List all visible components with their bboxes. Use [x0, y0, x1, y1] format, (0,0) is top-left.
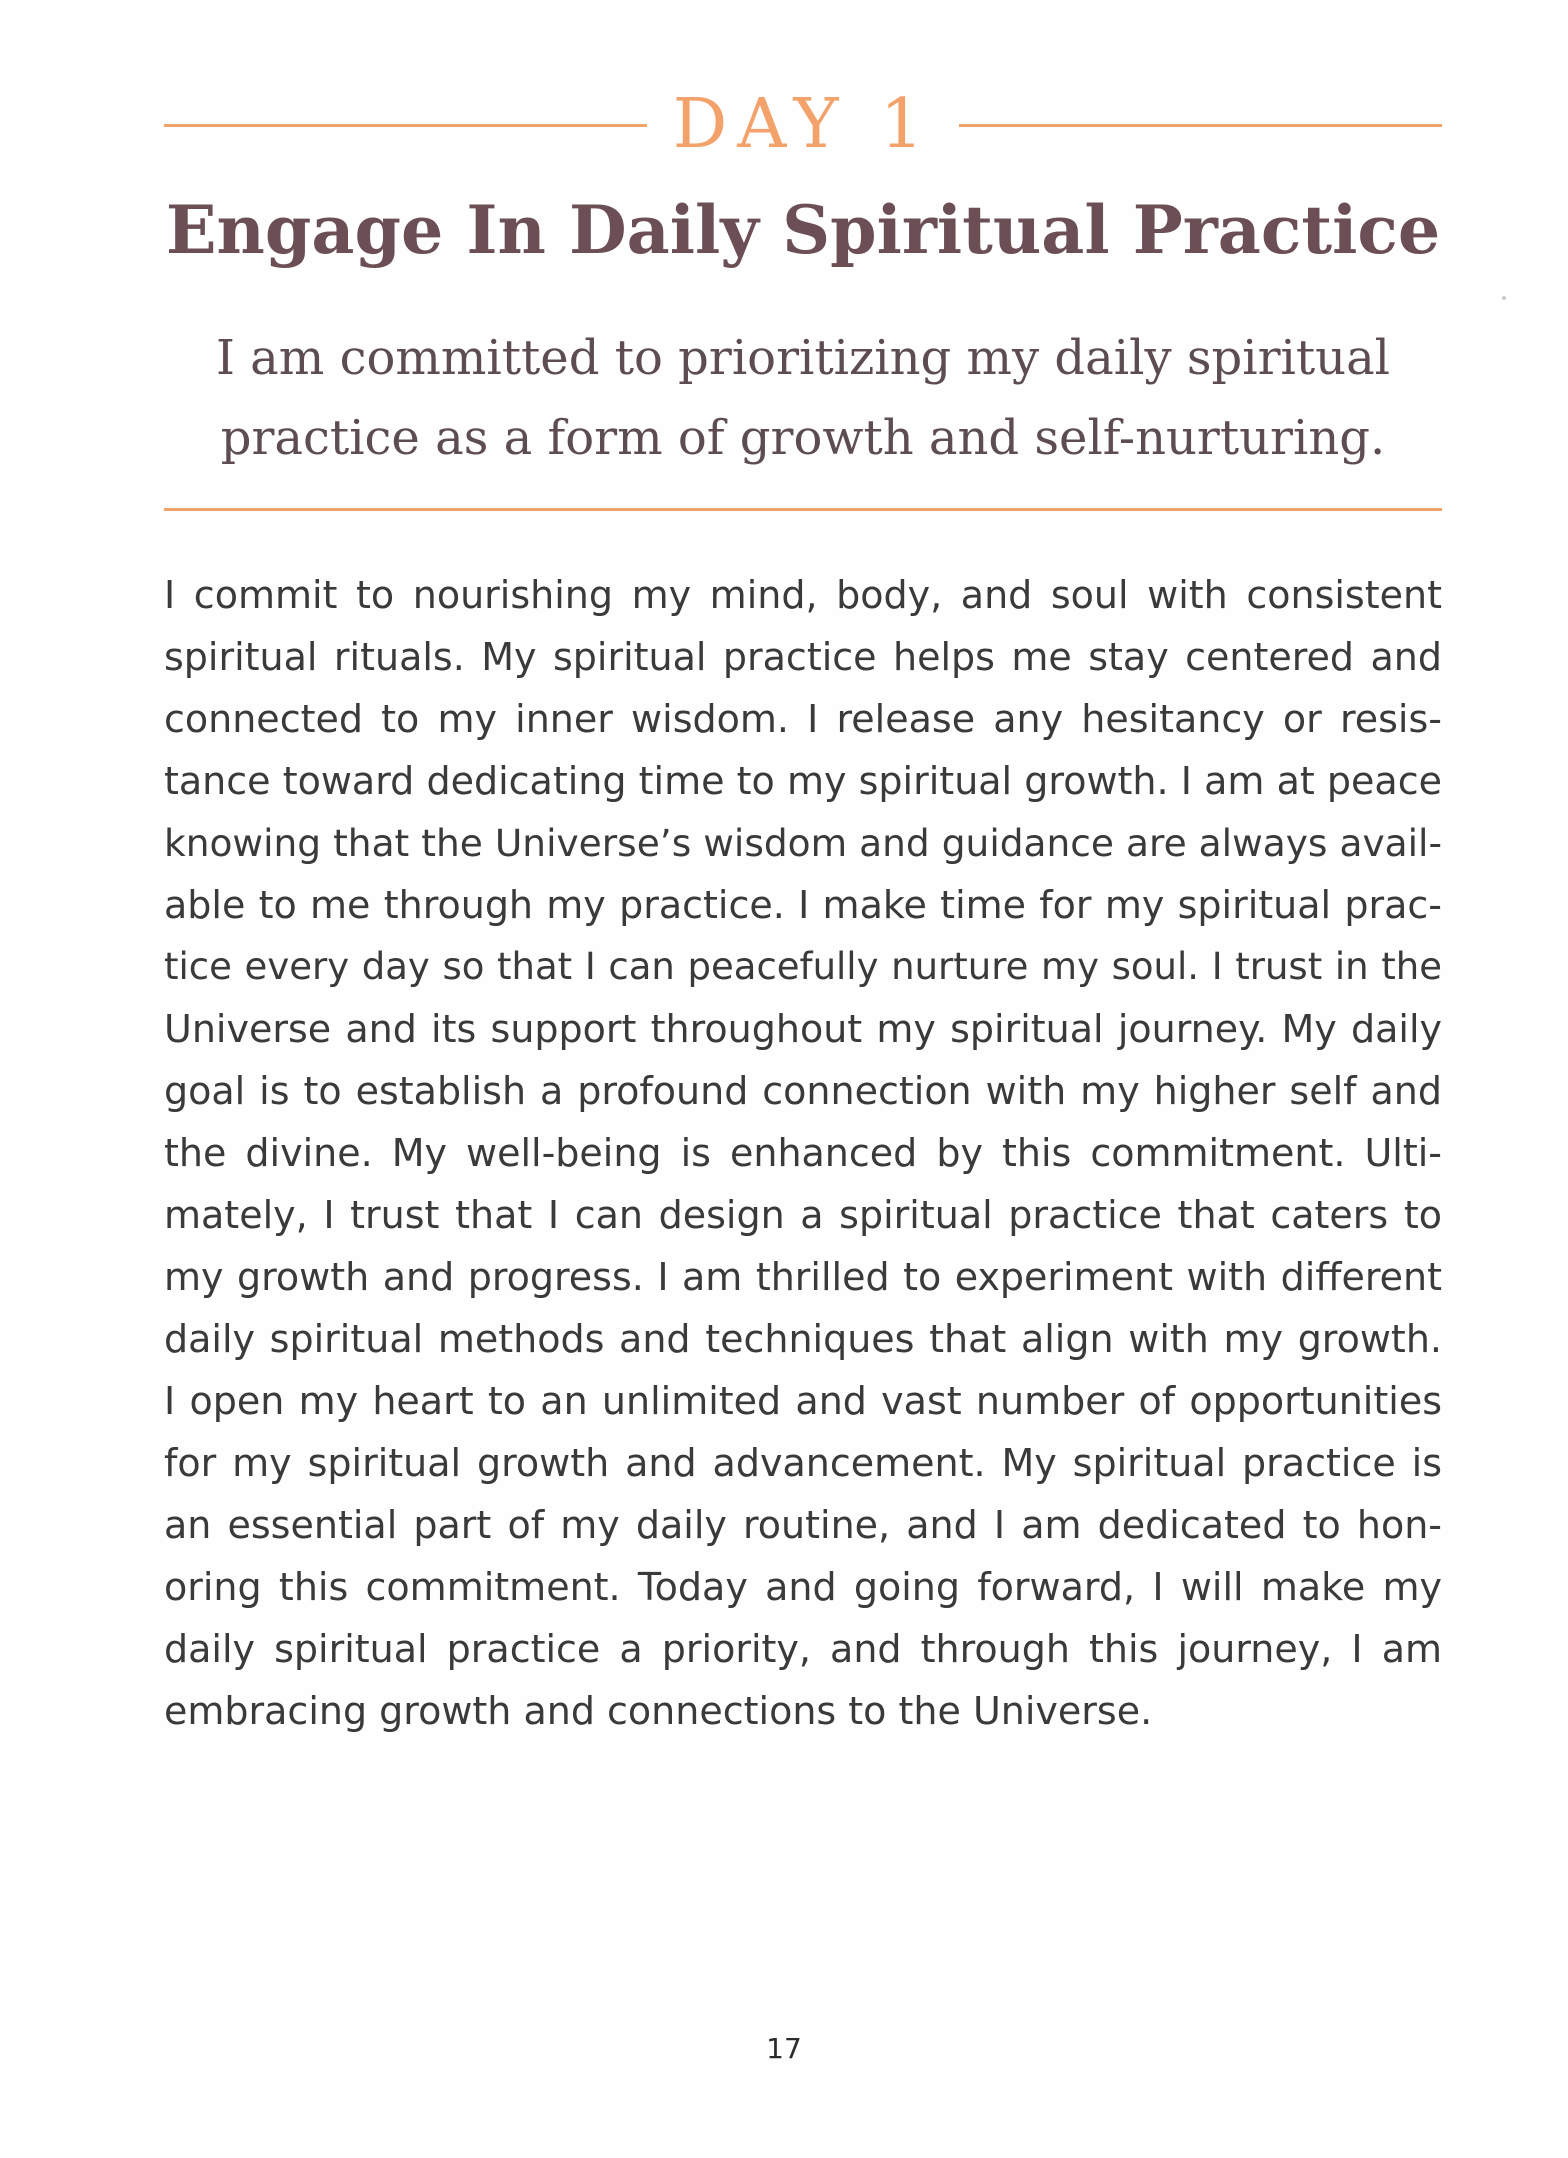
body-line: the divine. My well-being is enhanced by this commitment. Ulti- [164, 1131, 1442, 1175]
body-line: daily spiritual methods and techniques that align with my growth. [164, 1317, 1442, 1361]
body-line: knowing that the Universe’s wisdom and guidance are always avail- [164, 821, 1442, 865]
scan-speck [1502, 296, 1506, 300]
body-line: I open my heart to an unlimited and vast number of opportunities [164, 1379, 1442, 1423]
body-line: for my spiritual growth and advancement. My spiritual practice is [164, 1441, 1442, 1485]
body-line: connected to my inner wisdom. I release any hesitancy or resis- [164, 697, 1442, 741]
affirmation-line: I am committed to prioritizing my daily spiritual [215, 330, 1391, 386]
body-line: embracing growth and connections to the Universe. [164, 1689, 1153, 1733]
body-line: spiritual rituals. My spiritual practice helps me stay centered and [164, 635, 1442, 679]
body-line: able to me through my practice. I make time for my spiritual prac- [164, 883, 1442, 927]
body-line: Universe and its support throughout my spiritual journey. My daily [164, 1007, 1442, 1051]
body-line: my growth and progress. I am thrilled to experiment with different [164, 1255, 1442, 1299]
body-paragraph [164, 564, 1442, 1742]
body-line: oring this commitment. Today and going forward, I will make my [164, 1565, 1442, 1609]
body-line: I commit to nourishing my mind, body, and soul with consistent [164, 573, 1442, 617]
day-header [164, 82, 1442, 168]
affirmation [164, 318, 1442, 478]
body-line: daily spiritual practice a priority, and through this journey, I am [164, 1627, 1442, 1671]
body-line: mately, I trust that I can design a spiritual practice that caters to [164, 1193, 1442, 1237]
page-number: 17 [766, 2032, 802, 2065]
body-line: tance toward dedicating time to my spiritual growth. I am at peace [164, 759, 1442, 803]
body-line: tice every day so that I can peacefully nurture my soul. I trust in the [164, 945, 1442, 988]
affirmation-divider [164, 508, 1442, 511]
page-title: Engage In Daily Spiritual Practice [165, 191, 1441, 269]
day-header-left-rule [164, 124, 647, 127]
day-label: DAY 1 [672, 85, 934, 164]
day-header-right-rule [959, 124, 1442, 127]
affirmation-line: practice as a form of growth and self-nurturing. [220, 410, 1386, 466]
body-line: goal is to establish a profound connection with my higher self and [164, 1069, 1442, 1113]
body-line: an essential part of my daily routine, and I am dedicated to hon- [164, 1503, 1442, 1547]
